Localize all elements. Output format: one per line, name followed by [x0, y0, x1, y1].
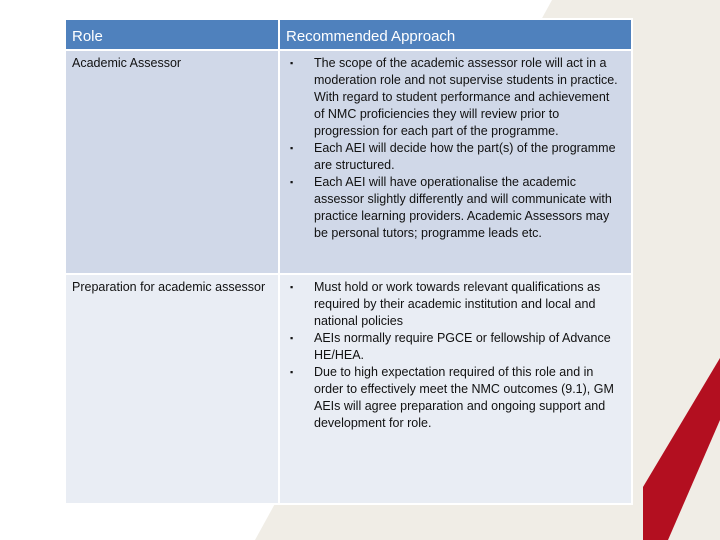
bullet-text: Each AEI will decide how the part(s) of the programme are structured. — [314, 141, 616, 172]
bullet-list — [286, 55, 625, 242]
square-bullet-icon: ▪ — [290, 177, 294, 187]
bullet-text: Each AEI will have operationalise the academic assessor slightly differently and will communicate with practice learning providers. Academic Assessors may be personal tutors; programme leads etc. — [314, 175, 612, 240]
bullet-list — [286, 279, 625, 432]
bullet-item — [286, 140, 625, 174]
table-header-row — [65, 19, 632, 50]
bullet-text: Must hold or work towards relevant qualifications as required by their academic institution and local and national policies — [314, 280, 601, 328]
bullet-item — [286, 330, 625, 364]
role-cell: Academic Assessor — [65, 50, 279, 274]
table-row — [65, 50, 632, 274]
square-bullet-icon: ▪ — [290, 143, 294, 153]
square-bullet-icon: ▪ — [290, 282, 294, 292]
bullet-text: AEIs normally require PGCE or fellowship of Advance HE/HEA. — [314, 331, 611, 362]
bullet-item — [286, 364, 625, 432]
approach-table — [64, 18, 633, 505]
bullet-text: Due to high expectation required of this role and in order to effectively meet the NMC outcomes (9.1), GM AEIs will agree preparation and ongoing support and development for role. — [314, 365, 614, 430]
role-cell: Preparation for academic assessor — [65, 274, 279, 504]
square-bullet-icon: ▪ — [290, 333, 294, 343]
header-recommended-approach: Recommended Approach — [279, 19, 632, 50]
table-row — [65, 274, 632, 504]
approach-table-container — [64, 18, 633, 502]
approach-cell — [279, 50, 632, 274]
approach-cell — [279, 274, 632, 504]
bullet-item — [286, 55, 625, 140]
bullet-item — [286, 174, 625, 242]
bullet-text: The scope of the academic assessor role will act in a moderation role and not supervise students in practice. With regard to student performance and achievement of NMC proficiencies they will review prior to progression for each part of the programme. — [314, 56, 618, 138]
bullet-item — [286, 279, 625, 330]
square-bullet-icon: ▪ — [290, 58, 294, 68]
header-role: Role — [65, 19, 279, 50]
square-bullet-icon: ▪ — [290, 367, 294, 377]
